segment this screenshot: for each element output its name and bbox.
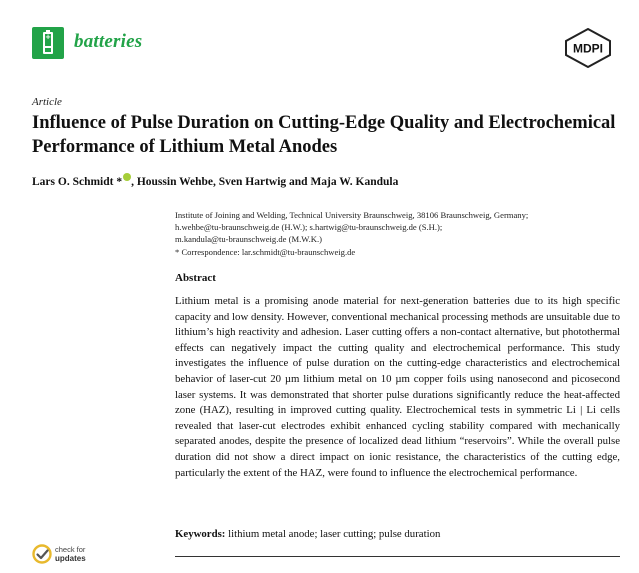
mdpi-logo[interactable] xyxy=(564,28,612,68)
affiliation-line: Institute of Joining and Welding, Technical University Braunschweig, 38106 Braunschweig, Germany; xyxy=(175,210,529,220)
article-type: Article xyxy=(32,96,62,108)
keywords xyxy=(175,528,440,540)
check-updates-line2: updates xyxy=(55,553,86,563)
correspondence-line[interactable]: * Correspondence: lar.schmidt@tu-braunschweig.de xyxy=(175,246,356,257)
orcid-icon[interactable] xyxy=(123,173,131,181)
divider xyxy=(175,556,620,557)
journal-name[interactable]: batteries xyxy=(74,31,143,52)
mdpi-logo-text: MDPI xyxy=(573,41,603,56)
email-line[interactable]: h.wehbe@tu-braunschweig.de (H.W.); s.hartwig@tu-braunschweig.de (S.H.); xyxy=(175,222,443,233)
affiliation-block xyxy=(175,209,615,258)
check-updates-line1: check for xyxy=(55,545,86,554)
keywords-label: Keywords: xyxy=(175,528,226,540)
battery-icon: + xyxy=(32,27,64,59)
abstract-heading: Abstract xyxy=(175,272,216,284)
keywords-value: lithium metal anode; laser cutting; pulse duration xyxy=(228,528,441,540)
author-primary[interactable]: Lars O. Schmidt * xyxy=(32,176,123,188)
article-title: Influence of Pulse Duration on Cutting-Edge Quality and Electrochemical Performance of Lithium Metal Anodes xyxy=(32,113,616,157)
author-list xyxy=(32,173,398,188)
check-for-updates-icon xyxy=(32,544,52,564)
check-for-updates-button[interactable] xyxy=(32,541,102,567)
email-line[interactable]: m.kandula@tu-braunschweig.de (M.W.K.) xyxy=(175,234,322,245)
abstract-text: Lithium metal is a promising anode material for next-generation batteries due to its high specific capacity and low density. However, conventional mechanical processing methods are unsuitable due to lithium’s high reactivity and adhesion. Laser cutting offers a non-contact alternative, but photothermal effects can negatively impact the cutting quality and electrochemical performance. This study investigates the influence of pulse duration on the cutting-edge characteristics and electrochemical behavior of laser-cut 20 µm lithium metal on 10 µm copper foils using nanosecond and picosecond laser systems. It was demonstrated that shorter pulse durations significantly reduce the heat-affected zone (HAZ), resulting in improved cutting quality. Electrochemical tests in symmetric Li | Li cells revealed that laser-cut electrodes exhibit enhanced cycling stability compared with mechanically separated anodes, despite the presence of localized dead lithium “reservoirs”. While the overall pulse duration did not show a direct impact on ionic resistance, the characteristics of the cutting edge, particularly the extent of the HAZ, were found to influence the electrochemical performance. xyxy=(175,295,620,479)
author-others[interactable]: , Houssin Wehbe, Sven Hartwig and Maja W. Kandula xyxy=(131,176,399,188)
